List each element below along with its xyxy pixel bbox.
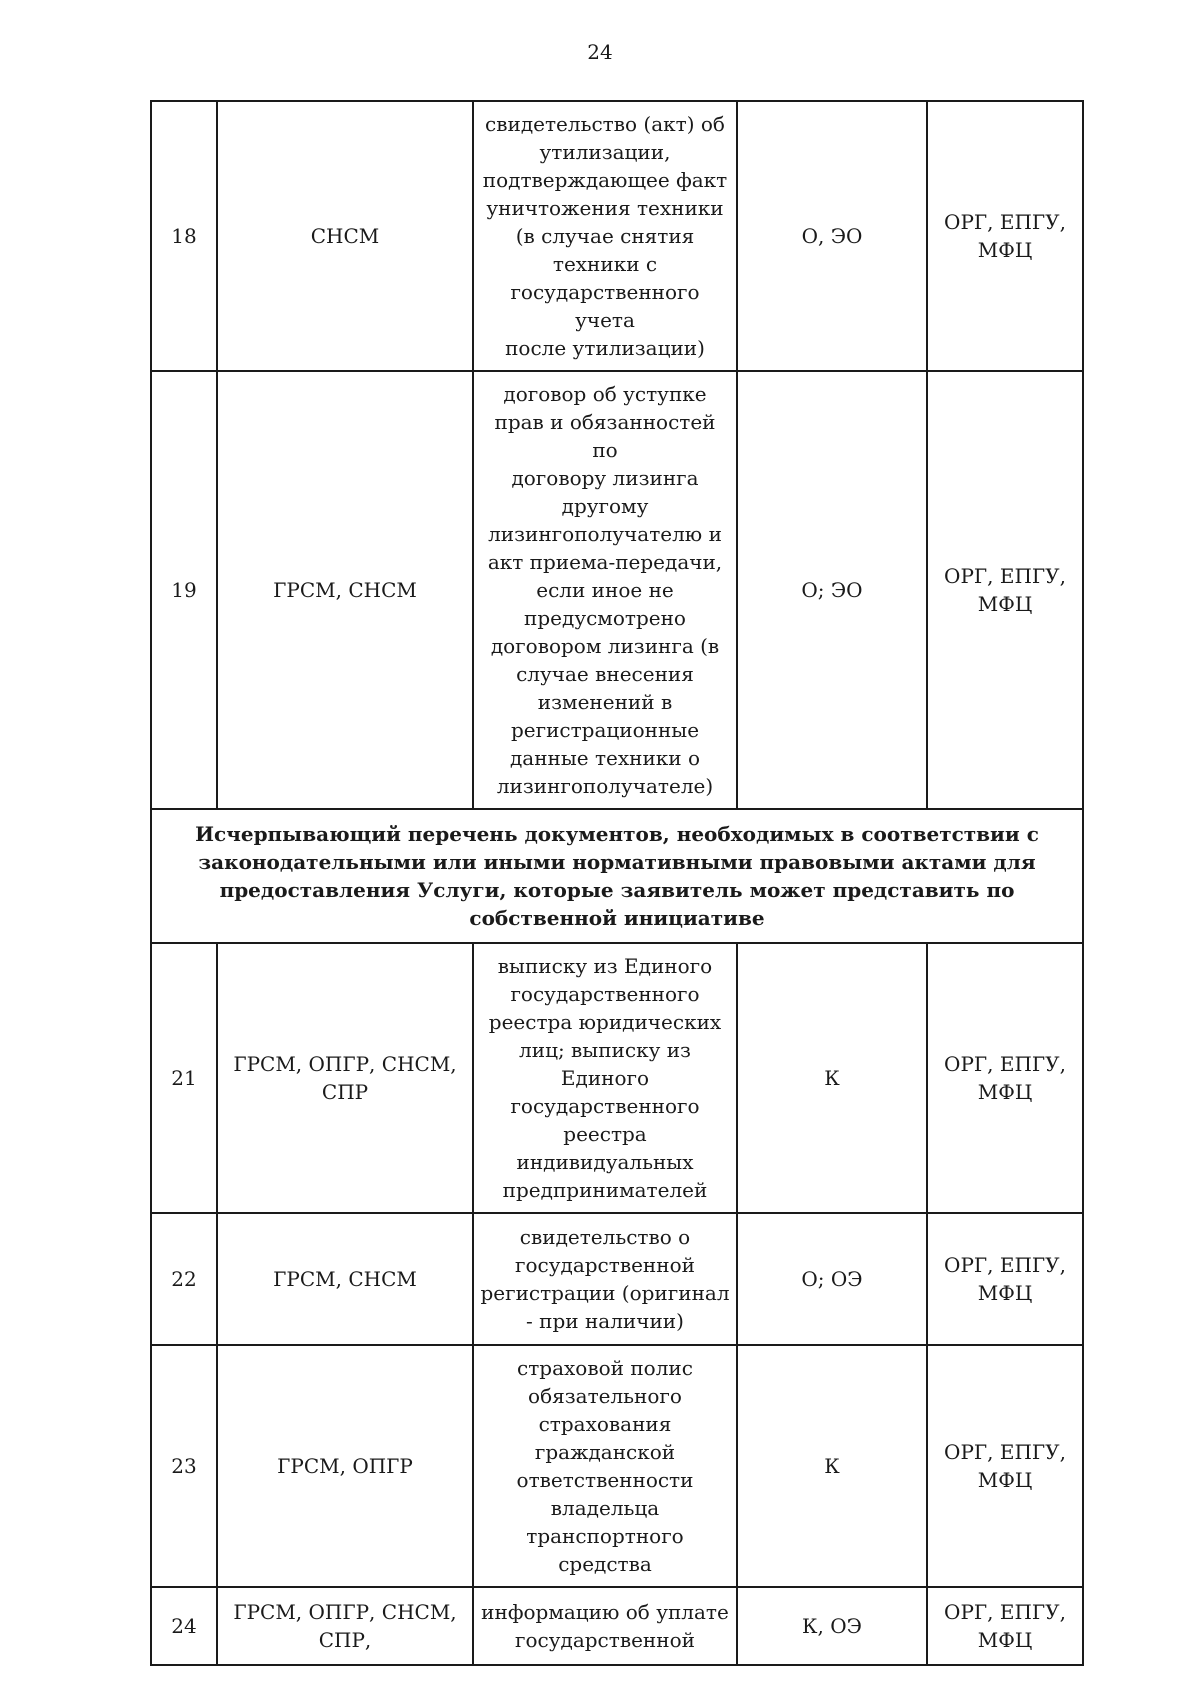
submission-channels: ОРГ, ЕПГУ, МФЦ — [927, 943, 1083, 1213]
table-row — [151, 1345, 1083, 1587]
section-heading-row — [151, 809, 1083, 943]
row-number: 22 — [151, 1213, 217, 1345]
document-form: К — [737, 1345, 927, 1587]
document-description: выписку из Единого государственного реестра юридических лиц; выписку из Единого государственного реестра индивидуальных предпринимателей — [473, 943, 737, 1213]
row-number: 23 — [151, 1345, 217, 1587]
document-description: страховой полис обязательного страхования гражданской ответственности владельца транспортного средства — [473, 1345, 737, 1587]
submission-channels: ОРГ, ЕПГУ, МФЦ — [927, 1345, 1083, 1587]
row-number: 21 — [151, 943, 217, 1213]
table-row — [151, 1213, 1083, 1345]
document-description: договор об уступке прав и обязанностей по договору лизинга другому лизингополучателю и акт приема-передачи, если иное не предусмотрено договором лизинга (в случае внесения изменений в регистрационные данные техники о лизингополучателе) — [473, 371, 737, 809]
applicant-codes: ГРСМ, ОПГР, СНСМ, СПР — [217, 943, 473, 1213]
applicant-codes: ГРСМ, СНСМ — [217, 371, 473, 809]
table-row — [151, 101, 1083, 371]
applicant-codes: СНСМ — [217, 101, 473, 371]
section-heading: Исчерпывающий перечень документов, необходимых в соответствии с законодательными или иными нормативными правовыми актами для предоставления Услуги, которые заявитель может представить по собственной инициативе — [151, 809, 1083, 943]
submission-channels: ОРГ, ЕПГУ, МФЦ — [927, 1587, 1083, 1665]
document-form: К, ОЭ — [737, 1587, 927, 1665]
row-number: 24 — [151, 1587, 217, 1665]
submission-channels: ОРГ, ЕПГУ, МФЦ — [927, 371, 1083, 809]
table-row — [151, 1587, 1083, 1665]
applicant-codes: ГРСМ, СНСМ — [217, 1213, 473, 1345]
document-form: О; ЭО — [737, 371, 927, 809]
submission-channels: ОРГ, ЕПГУ, МФЦ — [927, 1213, 1083, 1345]
document-description: свидетельство о государственной регистрации (оригинал - при наличии) — [473, 1213, 737, 1345]
document-description: свидетельство (акт) об утилизации, подтверждающее факт уничтожения техники (в случае снятия техники с государственного учета после утилизации) — [473, 101, 737, 371]
table-row — [151, 943, 1083, 1213]
document-form: О, ЭО — [737, 101, 927, 371]
document-form: О; ОЭ — [737, 1213, 927, 1345]
applicant-codes: ГРСМ, ОПГР — [217, 1345, 473, 1587]
table-row — [151, 371, 1083, 809]
page-number: 24 — [587, 40, 613, 64]
submission-channels: ОРГ, ЕПГУ, МФЦ — [927, 101, 1083, 371]
document-form: К — [737, 943, 927, 1213]
row-number: 18 — [151, 101, 217, 371]
row-number: 19 — [151, 371, 217, 809]
document-description: информацию об уплате государственной — [473, 1587, 737, 1665]
applicant-codes: ГРСМ, ОПГР, СНСМ, СПР, — [217, 1587, 473, 1665]
documents-table — [150, 100, 1084, 1666]
